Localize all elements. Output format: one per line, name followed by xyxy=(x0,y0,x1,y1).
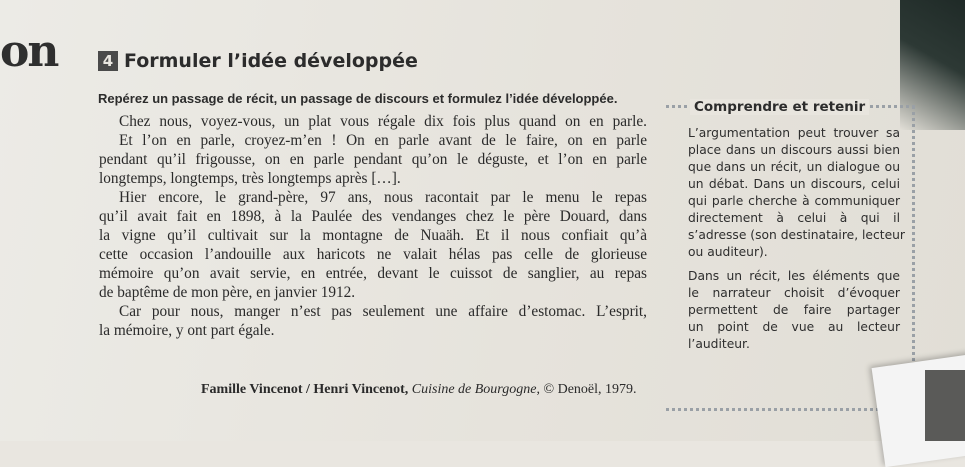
source-title: Cuisine de Bourgogne xyxy=(411,382,537,397)
previous-heading-fragment: on xyxy=(0,26,58,77)
excerpt-line: qu’il avait fait en 1898, à la Paulée des vendanges chez le père Douard, dans xyxy=(99,208,647,225)
excerpt-line: la vigne qu’il cultivait sur la montagne de Nuaäh. Et il nous confiait qu’à xyxy=(99,227,647,244)
sidebox-line: qui parle cherche à communiquer xyxy=(688,194,900,208)
excerpt-line: Hier encore, le grand-père, 97 ans, nous racontait par le menu le repas xyxy=(119,189,647,206)
excerpt-line: de baptême de mon père, en janvier 1912. xyxy=(99,284,356,301)
excerpt-line: Chez nous, voyez-vous, un plat vous régale dix fois plus quand on en parle. xyxy=(119,113,647,130)
sidebox-title: Comprendre et retenir xyxy=(690,99,869,115)
sidebox-line: un débat. Dans un discours, celui xyxy=(688,177,900,191)
source-authors: Famille Vincenot / Henri Vincenot, xyxy=(201,382,409,397)
sidebox-line: Dans un récit, les éléments que xyxy=(688,269,900,283)
sidebox-line: que dans un récit, un dialogue ou xyxy=(688,160,900,174)
sidebox-line: L’argumentation peut trouver sa xyxy=(688,126,900,140)
excerpt-line: la mémoire, y ont part égale. xyxy=(99,322,275,339)
dark-strip xyxy=(925,370,965,441)
excerpt-line: cette occasion l’andouille aux haricots ne valait hélas pas celle de glorieuse xyxy=(99,246,647,263)
sidebox-line: ou auditeur). xyxy=(688,245,768,259)
excerpt-line: pendant qu’il frigousse, on en parle pendant qu’on le déguste, et l’on en parle xyxy=(99,151,647,168)
excerpt-line: Car pour nous, manger n’est pas seulement une affaire d’estomac. L’esprit, xyxy=(119,303,647,320)
exercise-title: Formuler l’idée développée xyxy=(124,50,418,72)
sidebox-line: le narrateur choisit d’évoquer xyxy=(688,286,900,300)
excerpt-line: Et l’on en parle, croyez-m’en ! On en parle avant de le faire, on en parle xyxy=(119,132,647,149)
excerpt-line: longtemps, longtemps, très longtemps après […]. xyxy=(99,170,401,187)
sidebox-line: s’adresse (son destinataire, lecteur xyxy=(688,228,905,242)
sidebox-line: un point de vue au lecteur xyxy=(688,320,900,334)
excerpt-line: mémoire qu’on avait servie, en entrée, devant le cuissot de sanglier, au repas xyxy=(99,265,647,282)
source-rest: , © Denoël, 1979. xyxy=(536,382,637,397)
sidebox-line: directement à celui à qui il xyxy=(688,211,900,225)
exercise-number: 4 xyxy=(98,51,118,71)
sidebox-line: permettent de faire partager xyxy=(688,303,900,317)
sidebox-line: l’auditeur. xyxy=(688,337,750,351)
exercise-instruction: Repérez un passage de récit, un passage de discours et formulez l’idée développée. xyxy=(98,91,618,106)
sidebox-line: place dans un discours aussi bien xyxy=(688,143,900,157)
source-citation xyxy=(201,382,637,398)
exercise-heading xyxy=(98,50,418,72)
